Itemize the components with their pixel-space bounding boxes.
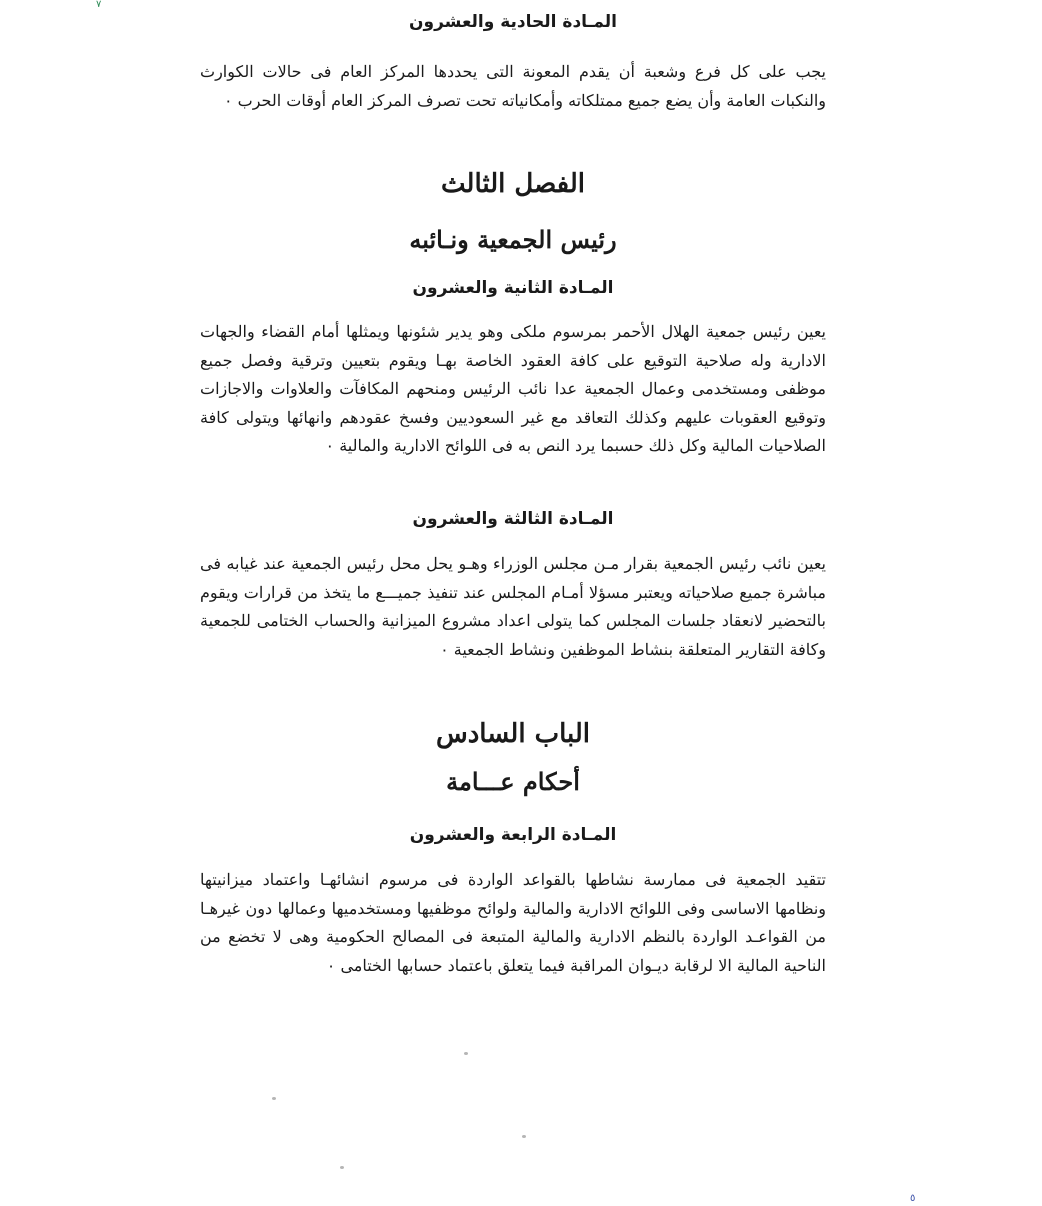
chapter-3-title: الفصل الثالث xyxy=(441,169,585,199)
part-6-title: الباب السادس xyxy=(435,719,591,749)
part-6-subtitle: أحكام عـــامة xyxy=(446,767,580,796)
scan-speck xyxy=(464,1052,468,1055)
article-22-text: يعين رئيس جمعية الهلال الأحمر بمرسوم ملكى وهو يدير شئونها ويمثلها أمام القضاء والجهات الادارية وله صلاحية التوقيع على كافة العقود الخاصة بهـا ويقوم بتعيين وترقية وفصل جميع موظفى ومستخدمى وعمال الجمعية عدا نائب الرئيس ومنحهم المكافآت والعلاوات والاجازات وتوقيع العقوبات عليهم وكذلك التعاقد مع غير السعوديين وفسخ عقودهم وانهائها ويتولى كافة الصلاحيات المالية وكل ذلك حسبما يرد النص به فى اللوائح الادارية والمالية ٠ xyxy=(200,322,826,455)
article-23-heading: المـادة الثالثة والعشرون xyxy=(412,509,614,529)
scan-margin-mark: ٥ xyxy=(910,1193,916,1204)
scan-speck xyxy=(522,1135,526,1138)
scan-speck xyxy=(272,1097,276,1100)
article-21-text: يجب على كل فرع وشعبة أن يقدم المعونة التى يحددها المركز العام فى حالات الكوارث والنكبات العامة وأن يضع جميع ممتلكاته وأمكانياته تحت تصرف المركز العام أوقات الحرب ٠ xyxy=(200,62,826,110)
scan-margin-mark: ٧ xyxy=(96,0,102,10)
article-21-heading: المـادة الحادية والعشرون xyxy=(409,12,617,32)
article-24-heading: المـادة الرابعة والعشرون xyxy=(409,825,617,845)
article-23-text: يعين نائب رئيس الجمعية بقرار مـن مجلس الوزراء وهـو يحل محل رئيس الجمعية عند غيابه فى مباشرة جميع صلاحياته ويعتبر مسؤلا أمـام المجلس عند تنفيذ جميـــع ما يتخذ من قرارات ويقوم بالتحضير لانعقاد جلسات المجلس كما يتولى اعداد مشروع الميزانية والحساب الختامى للجمعية وكافة التقارير المتعلقة بنشاط الموظفين ونشاط الجمعية ٠ xyxy=(200,554,826,659)
scan-speck xyxy=(340,1166,344,1169)
article-24-text: تتقيد الجمعية فى ممارسة نشاطها بالقواعد الواردة فى مرسوم انشائهـا واعتماد ميزانيتها ونظامها الاساسى وفى اللوائح الادارية والمالية ولوائح موظفيها ومستخدميها وعمالها دون غيرهـا من القواعـد الواردة بالنظم الادارية والمالية المتبعة فى المصالح الحكومية وهى لا تخضع من الناحية المالية الا لرقابة ديـوان المراقبة فيما يتعلق باعتماد حسابها الختامى ٠ xyxy=(200,870,826,975)
article-22-heading: المـادة الثانية والعشرون xyxy=(412,278,614,298)
chapter-3-subtitle: رئيس الجمعية ونـائبه xyxy=(409,225,617,254)
